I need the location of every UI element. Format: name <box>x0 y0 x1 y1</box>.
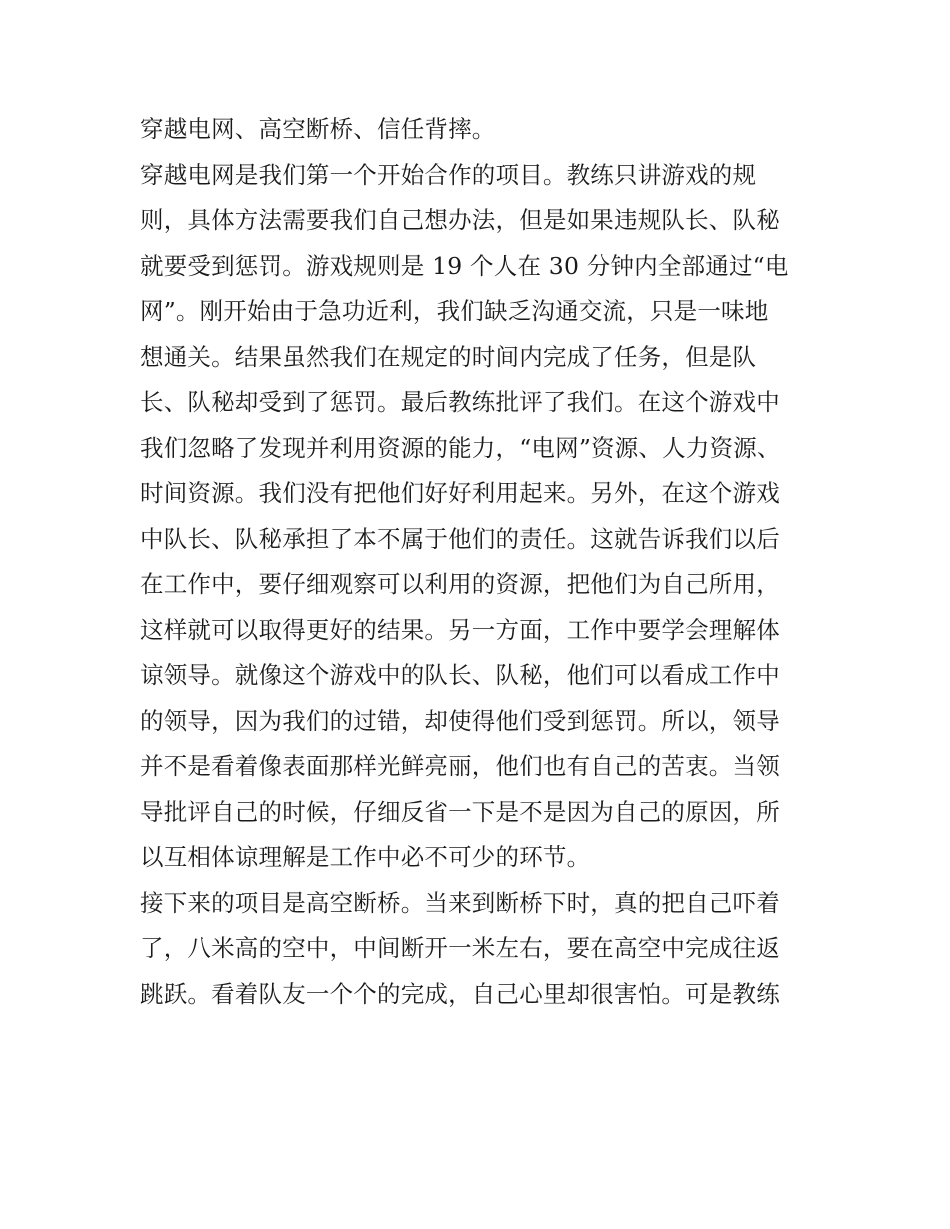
text-line: 穿越电网是我们第一个开始合作的项目。教练只讲游戏的规 <box>140 160 757 189</box>
text-line: 这样就可以取得更好的结果。另一方面，工作中要学会理解体 <box>140 615 780 644</box>
document-body <box>140 107 820 1017</box>
text-line: 的领导，因为我们的过错，却使得他们受到惩罚。所以，领导 <box>140 706 780 735</box>
text-line: 时间资源。我们没有把他们好好利用起来。另外，在这个游戏 <box>140 479 780 507</box>
text-line: 以互相体谅理解是工作中必不可少的环节。 <box>140 843 591 871</box>
text-line: 在工作中，要仔细观察可以利用的资源，把他们为自己所用， <box>140 570 780 598</box>
text-line: 想通关。结果虽然我们在规定的时间内完成了任务，但是队 <box>140 342 757 371</box>
text-line: 了，八米高的空中，中间断开一米左右，要在高空中完成往返 <box>140 934 780 962</box>
text-line: 穿越电网、高空断桥、信任背摔。 <box>140 115 496 143</box>
text-line: 谅领导。就像这个游戏中的队长、队秘，他们可以看成工作中 <box>140 661 780 689</box>
text-line: 接下来的项目是高空断桥。当来到断桥下时，真的把自己吓着 <box>140 888 780 917</box>
text-line: 我们忽略了发现并利用资源的能力，“电网”资源、人力资源、 <box>140 433 781 462</box>
text-line: 跳跃。看着队友一个个的完成，自己心里却很害怕。可是教练 <box>140 979 780 1008</box>
text-line: 并不是看着像表面那样光鲜亮丽，他们也有自己的苦衷。当领 <box>140 752 780 780</box>
text-line: 则，具体方法需要我们自己想办法，但是如果违规队长、队秘 <box>140 206 780 234</box>
text-line: 长、队秘却受到了惩罚。最后教练批评了我们。在这个游戏中 <box>140 388 780 416</box>
text-line: 就要受到惩罚。游戏规则是 19 个人在 30 分钟内全部通过“电 <box>140 251 789 280</box>
text-line: 网”。刚开始由于急功近利，我们缺乏沟通交流，只是一味地 <box>140 297 769 325</box>
text-line: 导批评自己的时候，仔细反省一下是不是因为自己的原因，所 <box>140 797 780 826</box>
text-line: 中队长、队秘承担了本不属于他们的责任。这就告诉我们以后 <box>140 524 780 553</box>
